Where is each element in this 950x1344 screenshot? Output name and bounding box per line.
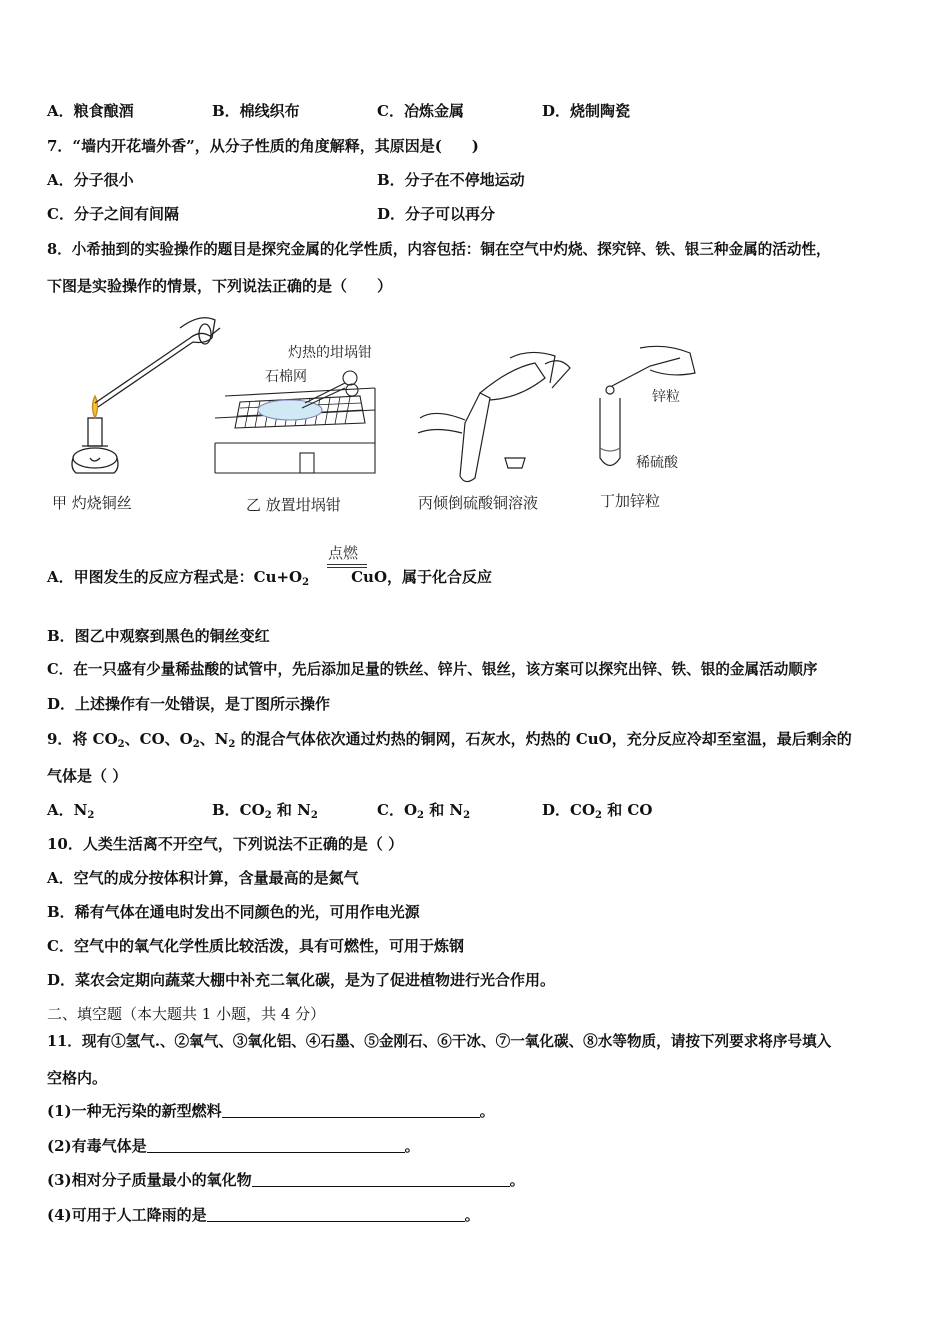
q11-item2-end: 。 [404,1137,420,1155]
q8-stem-line2: 下图是实验操作的情景，下列说法正确的是（ ） [47,277,393,295]
q11-item4-end: 。 [464,1206,480,1224]
caption-yi: 乙 放置坩埚钳 [246,496,341,514]
q11-item3-text: (3)相对分子质量最小的氧化物 [47,1171,252,1189]
q6-option-d: D．烧制陶瓷 [542,102,631,120]
q7-option-c: C．分子之间有间隔 [47,205,179,223]
q6-option-c: C．冶炼金属 [377,102,464,120]
q11-item1-text: (1)一种无污染的新型燃料 [47,1102,222,1120]
q9-sub-2: 2 [192,739,200,750]
q9-sub-1: 2 [117,739,125,750]
q9-stem-part2: 、CO、O [124,730,193,748]
q9-option-b-p2: 和 N [271,801,311,819]
q9-option-d-sub: 2 [595,810,602,821]
q10-option-d: D．菜农会定期向蔬菜大棚中补充二氧化碳，是为了促进植物进行光合作用。 [47,971,556,989]
q10-option-c: C．空气中的氧气化学性质比较活泼，具有可燃性，可用于炼钢 [47,937,464,955]
q9-stem-part1: 9．将 CO [47,730,118,748]
q6-option-b: B．棉线织布 [212,102,300,120]
q9-option-d [542,800,652,820]
q7-stem: 7．“墙内开花墙外香”，从分子性质的角度解释，其原因是( ) [47,137,479,155]
q9-option-a-text: A．N [47,801,88,819]
q7-option-a: A．分子很小 [47,171,134,189]
alcohol-lamp-drawing [72,396,118,473]
reaction-condition: 点燃 [328,544,359,562]
q9-option-a-sub: 2 [87,810,95,821]
q10-option-a: A．空气的成分按体积计算，含量最高的是氮气 [47,869,359,887]
q11-item2 [47,1136,420,1156]
asbestos-net-drawing [215,371,375,473]
q8-option-a-sub: 2 [302,577,310,588]
q6-option-a: A．粮食酿酒 [47,102,134,120]
q8-option-a-suffix: CuO，属于化合反应 [351,568,493,586]
q9-option-b-sub1: 2 [264,810,272,821]
q9-option-d-p2: 和 CO [601,801,653,819]
q7-option-d: D．分子可以再分 [377,205,496,223]
q11-item4-text: (4)可用于人工降雨的是 [47,1206,207,1224]
q8-option-d: D．上述操作有一处错误，是丁图所示操作 [47,695,331,713]
section2-heading: 二、填空题（本大题共 1 小题，共 4 分） [47,1005,326,1023]
q9-sub-3: 2 [228,739,236,750]
q11-item1-end: 。 [479,1102,495,1120]
q11-item3-blank[interactable] [252,1172,510,1187]
q9-option-c [377,800,470,820]
q9-stem-line2: 气体是（ ） [47,767,128,785]
q9-option-b-p1: B．CO [212,801,265,819]
q9-option-c-sub1: 2 [417,810,424,821]
q8-option-a-prefix: A．甲图发生的反应方程式是：Cu+O [47,568,303,586]
q11-item2-text: (2)有毒气体是 [47,1137,147,1155]
q9-stem-part3: 、N [199,730,229,748]
q9-option-b [212,800,318,820]
q7-option-b: B．分子在不停地运动 [377,171,525,189]
label-asbestos-net: 石棉网 [265,369,307,385]
caption-ding: 丁加锌粒 [600,492,661,510]
q11-item4 [47,1205,480,1225]
caption-bing: 丙倾倒硫酸铜溶液 [418,494,539,512]
q11-item3-end: 。 [509,1171,525,1189]
crucible-tongs-copper-wire-drawing [95,318,220,407]
q8-option-a [47,567,492,587]
q11-item1-blank[interactable] [222,1103,480,1118]
q11-item4-blank[interactable] [207,1207,465,1222]
q8-experiment-figure [40,308,720,532]
q11-item1 [47,1101,495,1121]
q8-option-c: C．在一只盛有少量稀盐酸的试管中，先后添加足量的铁丝、锌片、银丝，该方案可以探究出锌、铁、银的金属活动顺序 [47,661,818,678]
q9-option-a [47,800,94,820]
q9-stem-line1 [47,729,852,749]
q9-stem-part4: 的混合气体依次通过灼热的铜网，石灰水，灼热的 CuO，充分反应冷却至室温，最后剩余的 [235,730,852,748]
pouring-copper-sulfate-drawing [418,352,570,481]
q9-option-d-p1: D．CO [542,801,596,819]
q9-option-c-sub2: 2 [463,810,471,821]
q11-stem-line2: 空格内。 [47,1069,108,1087]
adding-zinc-granule-drawing [600,346,695,465]
q9-option-b-sub2: 2 [310,810,318,821]
q11-stem-line1: 11．现有①氢气.、②氧气、③氧化铝、④石墨、⑤金刚石、⑥干冰、⑦一氧化碳、⑧水等物质，请按下列要求将序号填入 [47,1033,832,1050]
caption-jia: 甲 灼烧铜丝 [52,494,132,512]
q9-option-c-p1: C．O [377,801,418,819]
equation-line-top [327,564,367,565]
q8-option-b: B．图乙中观察到黑色的铜丝变红 [47,627,270,645]
q8-stem-line1: 8．小希抽到的实验操作的题目是探究金属的化学性质，内容包括：铜在空气中灼烧、探究锌、铁、银三种金属的活动性， [47,241,831,258]
q11-item2-blank[interactable] [147,1138,405,1153]
q10-stem: 10．人类生活离不开空气，下列说法不正确的是（ ） [47,835,404,853]
q11-item3 [47,1170,525,1190]
q10-option-b: B．稀有气体在通电时发出不同颜色的光，可用作电光源 [47,903,420,921]
q9-option-c-p2: 和 N [423,801,464,819]
label-zinc-granule: 锌粒 [652,389,680,405]
label-dilute-sulfuric-acid: 稀硫酸 [636,455,678,471]
label-hot-tongs: 灼热的坩埚钳 [288,345,372,361]
